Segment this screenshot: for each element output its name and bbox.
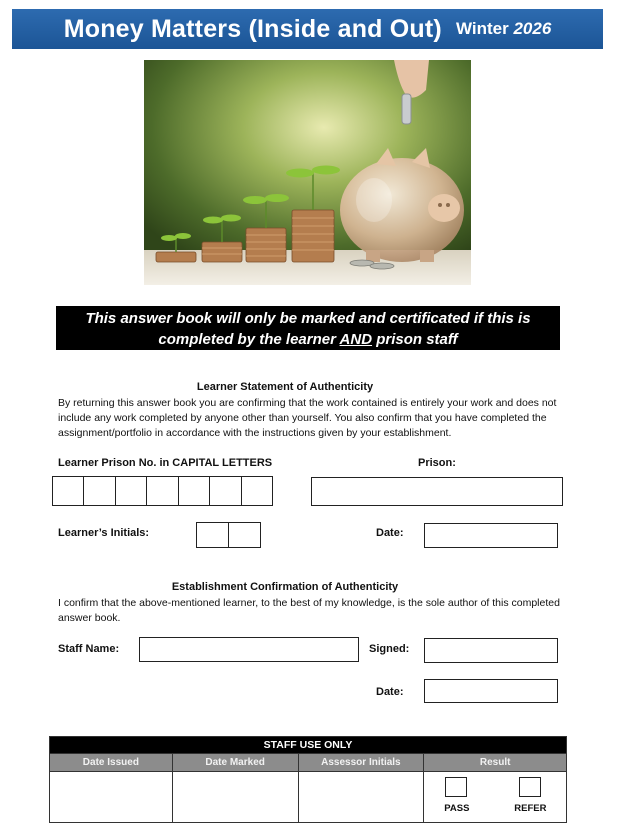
date-issued-cell[interactable] — [50, 772, 173, 823]
term-season: Winter — [455, 19, 509, 38]
prison-number-label: Learner Prison No. in CAPITAL LETTERS — [58, 457, 273, 469]
signed-input[interactable] — [424, 638, 558, 663]
learner-date-label: Date: — [376, 527, 404, 539]
staff-name-input[interactable] — [139, 637, 359, 662]
learner-statement-text: By returning this answer book you are confirming that the work contained is entirely your work and does not include any work completed by anyone other than yourself. You also confirm that you have completed the assignment/portfolio in accordance with the instructions given by your establishment. — [58, 397, 557, 439]
column-result: Result — [424, 754, 567, 772]
column-date-marked: Date Marked — [172, 754, 298, 772]
course-title: Money Matters (Inside and Out) — [63, 14, 442, 43]
refer-checkbox[interactable] — [519, 777, 541, 797]
initials-input[interactable] — [196, 522, 261, 548]
prison-number-input[interactable] — [52, 476, 273, 506]
prison-number-cell[interactable] — [53, 477, 84, 505]
prison-number-cell[interactable] — [210, 477, 241, 505]
prison-label: Prison: — [418, 457, 456, 469]
staff-use-table — [49, 736, 567, 823]
initials-cell[interactable] — [197, 523, 229, 547]
establishment-heading: Establishment Confirmation of Authenticity — [171, 581, 399, 593]
learner-date-input[interactable] — [424, 523, 558, 548]
staff-name-label: Staff Name: — [58, 643, 120, 655]
column-date-issued: Date Issued — [50, 754, 173, 772]
learner-statement-heading: Learner Statement of Authenticity — [196, 381, 374, 393]
assessor-initials-cell[interactable] — [298, 772, 424, 823]
pass-checkbox[interactable] — [445, 777, 467, 797]
prison-input[interactable] — [311, 477, 563, 506]
prison-number-cell[interactable] — [147, 477, 178, 505]
result-cell — [424, 772, 567, 823]
banner-emphasis: AND — [339, 331, 373, 348]
date-marked-cell[interactable] — [172, 772, 298, 823]
savings-photo — [144, 60, 471, 285]
pass-label: PASS — [444, 803, 470, 814]
refer-label: REFER — [514, 803, 547, 814]
page-header — [12, 9, 603, 49]
staff-use-title: STAFF USE ONLY — [50, 737, 567, 754]
prison-number-cell[interactable] — [116, 477, 147, 505]
banner-line-2-start: completed by the learner — [158, 331, 340, 348]
staff-date-label: Date: — [376, 686, 404, 698]
banner-line-2-end: prison staff — [372, 331, 458, 348]
prison-number-cell[interactable] — [179, 477, 210, 505]
establishment-text: I confirm that the above-mentioned learner, to the best of my knowledge, is the sole author of this completed answer book. — [58, 597, 560, 624]
staff-date-input[interactable] — [424, 679, 558, 703]
signed-label: Signed: — [369, 643, 410, 655]
prison-number-cell[interactable] — [242, 477, 272, 505]
coins-piggy-bank-illustration — [144, 60, 471, 285]
course-term — [456, 19, 551, 39]
initials-cell[interactable] — [229, 523, 260, 547]
banner-line-2 — [56, 329, 560, 350]
banner-line-1: This answer book will only be marked and certificated if this is — [85, 310, 531, 327]
marking-notice-banner — [56, 306, 560, 350]
initials-label: Learner’s Initials: — [58, 527, 150, 539]
column-assessor-initials: Assessor Initials — [298, 754, 424, 772]
prison-number-cell[interactable] — [84, 477, 115, 505]
term-year: 2026 — [513, 19, 552, 38]
